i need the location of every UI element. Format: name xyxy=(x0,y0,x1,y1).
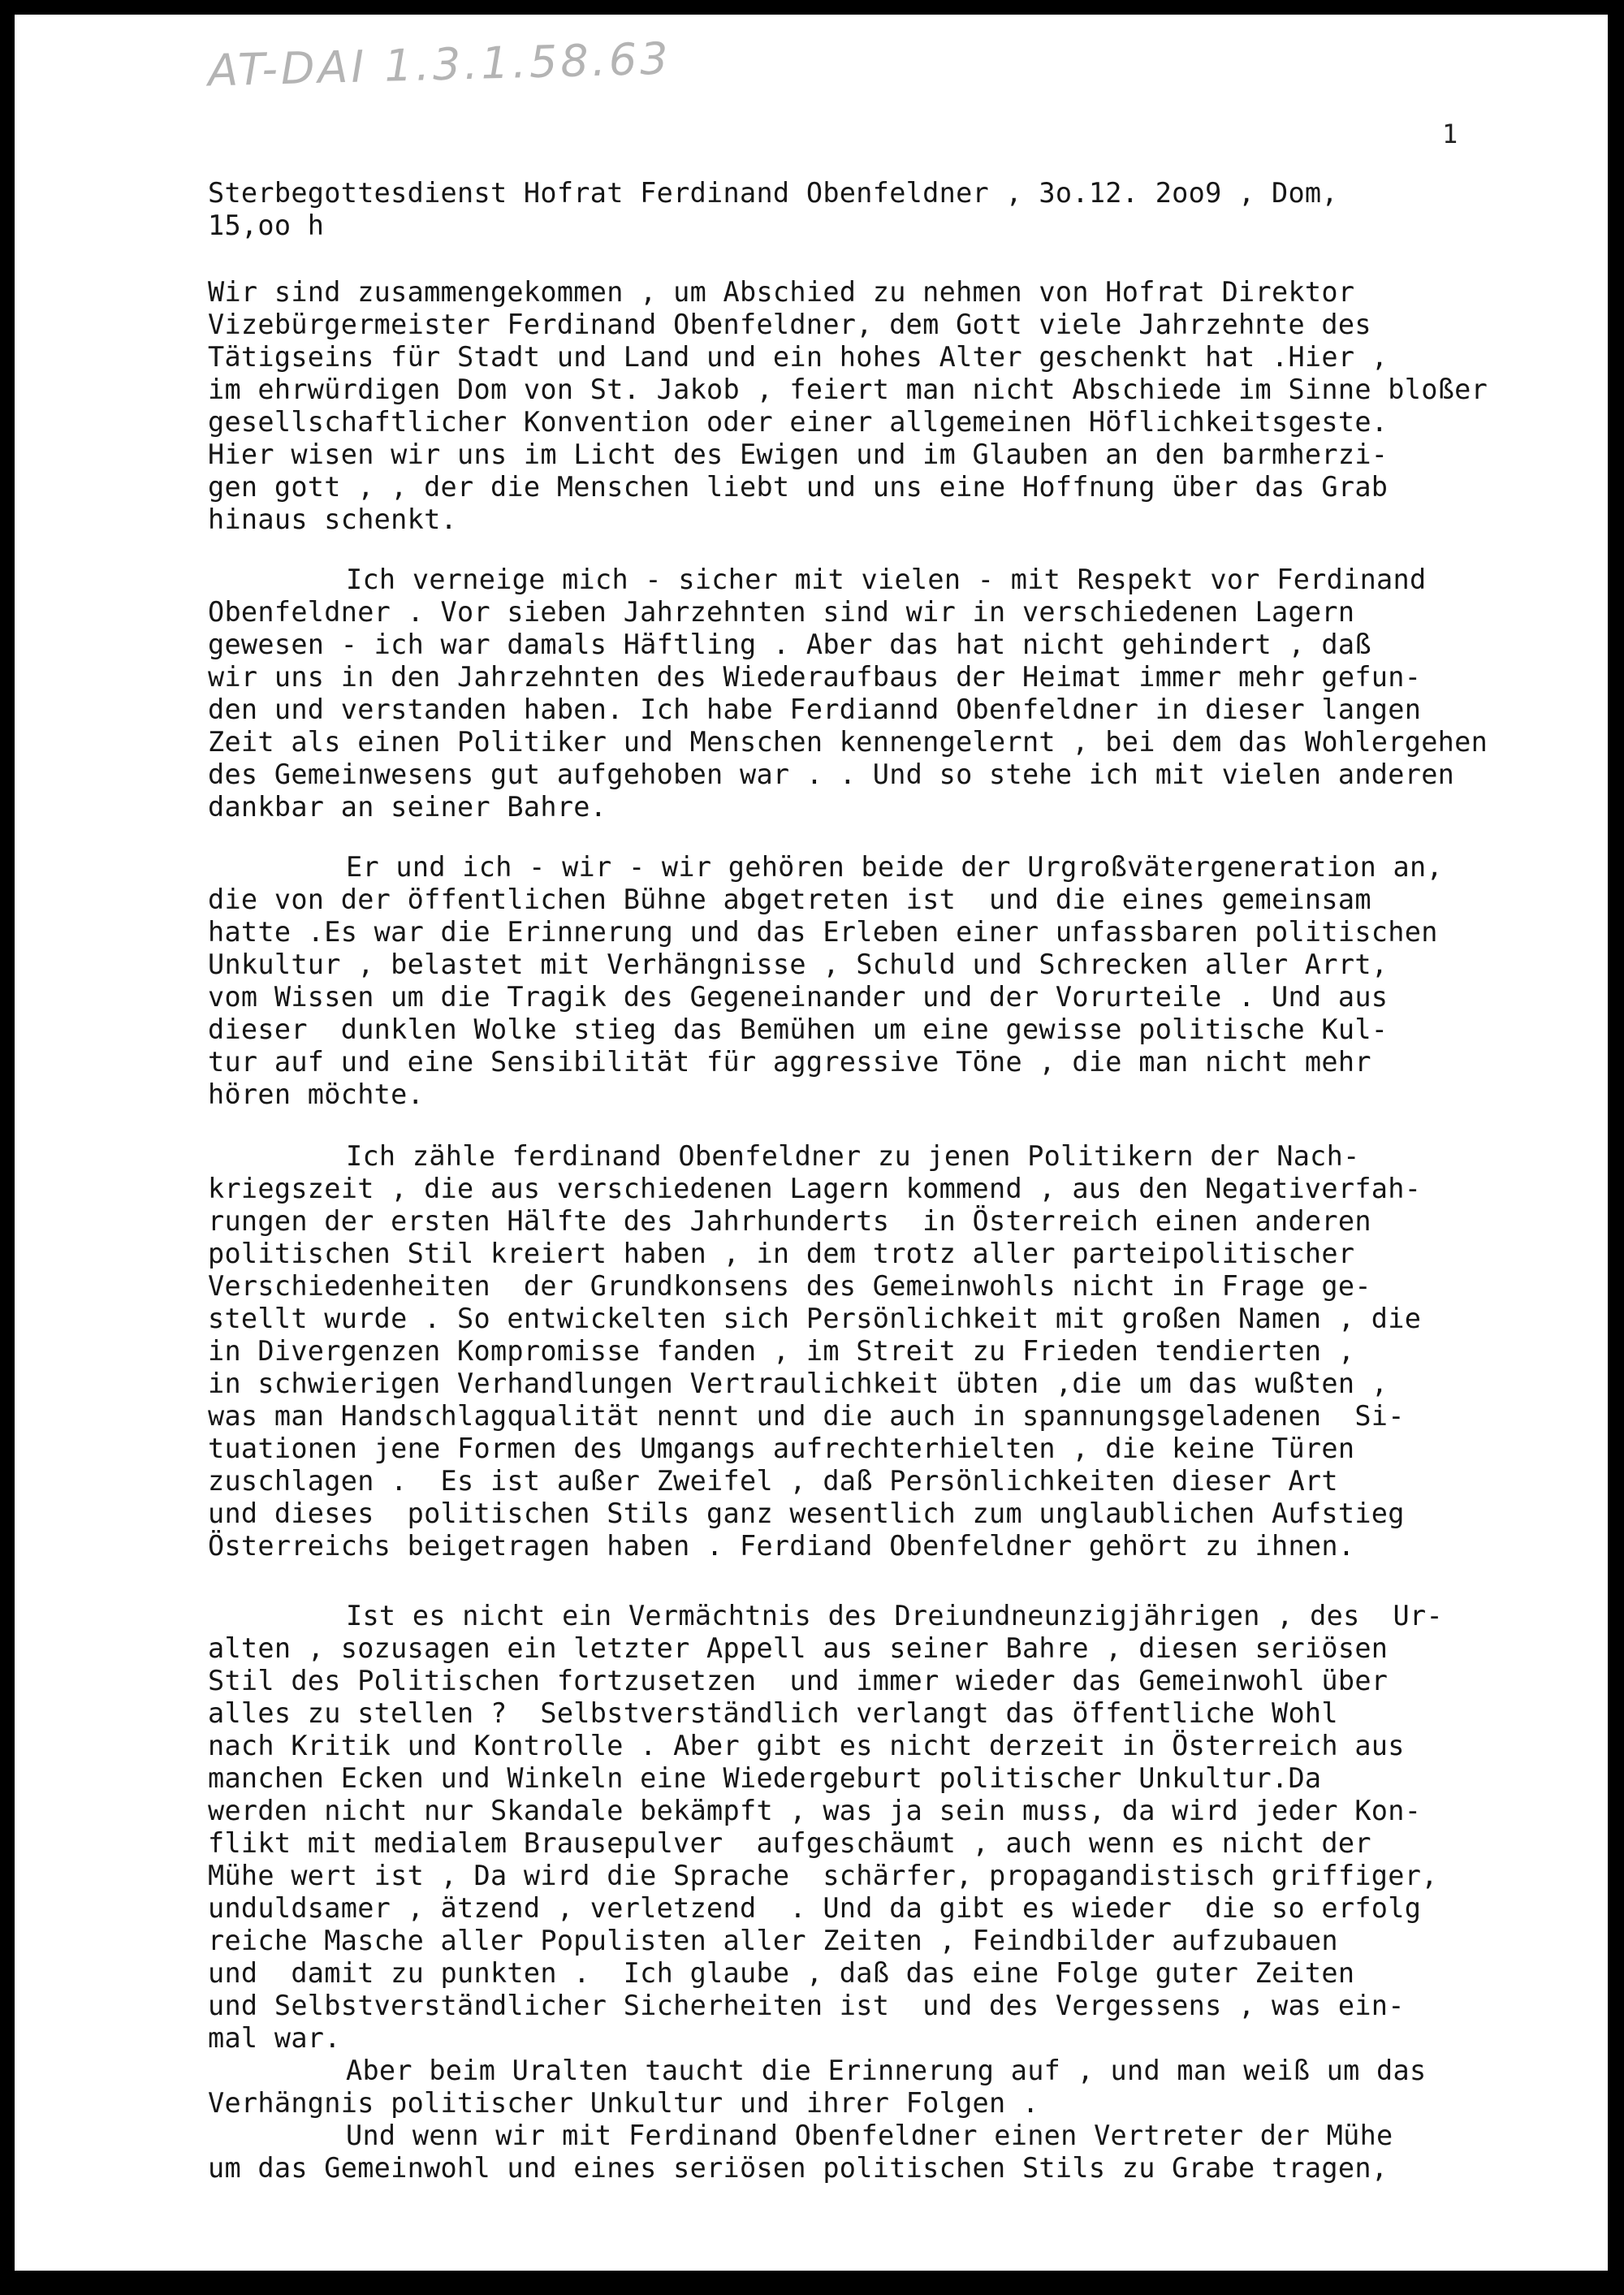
text-line: Ich zähle ferdinand Obenfeldner zu jenen Politikern der Nach- xyxy=(346,1140,1360,1172)
paragraph-generation xyxy=(208,851,1572,1111)
text-line: alten , sozusagen ein letzter Appell aus seiner Bahre , diesen seriösen xyxy=(208,1632,1389,1664)
text-line: reiche Masche aller Populisten aller Zeiten , Feindbilder aufzubauen xyxy=(208,1925,1338,1956)
text-line: zuschlagen . Es ist außer Zweifel , daß Persönlichkeiten dieser Art xyxy=(208,1465,1338,1497)
text-line: Ist es nicht ein Vermächtnis des Dreiundneunzigjährigen , des Ur- xyxy=(346,1600,1443,1632)
text-line: gen gott , , der die Menschen liebt und uns eine Hoffnung über das Grab xyxy=(208,471,1389,503)
text-line: gewesen - ich war damals Häftling . Aber das hat nicht gehindert , daß xyxy=(208,629,1371,660)
text-line: vom Wissen um die Tragik des Gegeneinander und der Vorurteile . Und aus xyxy=(208,981,1389,1013)
paragraph-respect xyxy=(208,564,1572,823)
paragraph-legacy xyxy=(208,1600,1572,2185)
text-line: Obenfeldner . Vor sieben Jahrzehnten sind wir in verschiedenen Lagern xyxy=(208,596,1355,628)
text-line: in Divergenzen Kompromisse fanden , im Streit zu Frieden tendierten , xyxy=(208,1335,1355,1367)
text-line: politischen Stil kreiert haben , in dem trotz aller parteipolitischer xyxy=(208,1238,1355,1269)
text-line: und Selbstverständlicher Sicherheiten ist und des Vergessens , was ein- xyxy=(208,1990,1405,2021)
text-line: mal war. xyxy=(208,2022,341,2054)
archive-reference-stamp: AT-DAI 1.3.1.58.63 xyxy=(207,32,672,97)
text-line: des Gemeinwesens gut aufgehoben war . . Und so stehe ich mit vielen anderen xyxy=(208,759,1455,790)
text-line: was man Handschlagqualität nennt und die auch in spannungsgeladenen Si- xyxy=(208,1400,1405,1432)
text-line: alles zu stellen ? Selbstverständlich verlangt das öffentliche Wohl xyxy=(208,1697,1338,1729)
text-line: Stil des Politischen fortzusetzen und immer wieder das Gemeinwohl über xyxy=(208,1665,1389,1696)
text-line: dankbar an seiner Bahre. xyxy=(208,791,607,823)
text-line: in schwierigen Verhandlungen Vertraulichkeit übten ,die um das wußten , xyxy=(208,1368,1389,1399)
text-line: den und verstanden haben. Ich habe Ferdiannd Obenfeldner in dieser langen xyxy=(208,694,1422,725)
text-line: hatte .Es war die Erinnerung und das Erleben einer unfassbaren politischen xyxy=(208,916,1438,948)
text-line: um das Gemeinwohl und eines seriösen politischen Stils zu Grabe tragen, xyxy=(208,2152,1389,2184)
text-line: tuationen jene Formen des Umgangs aufrechterhielten , die keine Türen xyxy=(208,1433,1355,1464)
document-page xyxy=(15,15,1608,2271)
text-line: unduldsamer , ätzend , verletzend . Und da gibt es wieder die so erfolg xyxy=(208,1892,1422,1924)
text-line: tur auf und eine Sensibilität für aggressive Töne , die man nicht mehr xyxy=(208,1046,1371,1078)
text-line: Vizebürgermeister Ferdinand Obenfeldner, dem Gott viele Jahrzehnte des xyxy=(208,309,1371,340)
text-line: Tätigseins für Stadt und Land und ein hohes Alter geschenkt hat .Hier , xyxy=(208,341,1389,373)
text-line: Mühe wert ist , Da wird die Sprache schärfer, propagandistisch griffiger, xyxy=(208,1860,1438,1891)
text-line: Verhängnis politischer Unkultur und ihrer Folgen . xyxy=(208,2087,1039,2119)
text-line: Hier wisen wir uns im Licht des Ewigen und im Glauben an den barmherzi- xyxy=(208,439,1389,470)
text-line: Und wenn wir mit Ferdinand Obenfeldner einen Vertreter der Mühe xyxy=(346,2120,1393,2151)
text-line: gesellschaftlicher Konvention oder einer allgemeinen Höflichkeitsgeste. xyxy=(208,406,1389,438)
text-line: hören möchte. xyxy=(208,1078,425,1110)
text-line: flikt mit medialem Brausepulver aufgeschäumt , auch wenn es nicht der xyxy=(208,1827,1371,1859)
text-line: Zeit als einen Politiker und Menschen kennengelernt , bei dem das Wohlergehen xyxy=(208,726,1488,758)
text-line: Verschiedenheiten der Grundkonsens des Gemeinwohls nicht in Frage ge- xyxy=(208,1270,1371,1302)
text-line: stellt wurde . So entwickelten sich Persönlichkeit mit großen Namen , die xyxy=(208,1303,1422,1334)
text-line: Er und ich - wir - wir gehören beide der Urgroßvätergeneration an, xyxy=(346,851,1443,883)
text-line: die von der öffentlichen Bühne abgetreten ist und die eines gemeinsam xyxy=(208,884,1371,915)
text-line: im ehrwürdigen Dom von St. Jakob , feiert man nicht Abschiede im Sinne bloßer xyxy=(208,374,1488,405)
text-line: Ich verneige mich - sicher mit vielen - mit Respekt vor Ferdinand xyxy=(346,564,1427,595)
text-line: Österreichs beigetragen haben . Ferdiand Obenfeldner gehört zu ihnen. xyxy=(208,1530,1355,1562)
text-line: manchen Ecken und Winkeln eine Wiedergeburt politischer Unkultur.Da xyxy=(208,1762,1322,1794)
text-line: Aber beim Uralten taucht die Erinnerung auf , und man weiß um das xyxy=(346,2055,1427,2086)
heading-line: Sterbegottesdienst Hofrat Ferdinand Obenfeldner , 3o.12. 2oo9 , Dom, xyxy=(208,177,1338,209)
text-line: und dieses politischen Stils ganz wesentlich zum unglaublichen Aufstieg xyxy=(208,1498,1405,1529)
text-line: rungen der ersten Hälfte des Jahrhunderts in Österreich einen anderen xyxy=(208,1205,1371,1237)
paragraph-political-style xyxy=(208,1140,1572,1562)
page-number: 1 xyxy=(1442,119,1458,149)
text-line: und damit zu punkten . Ich glaube , daß das eine Folge guter Zeiten xyxy=(208,1957,1355,1989)
text-line: wir uns in den Jahrzehnten des Wiederaufbaus der Heimat immer mehr gefun- xyxy=(208,661,1422,693)
text-line: kriegszeit , die aus verschiedenen Lagern kommend , aus den Negativerfah- xyxy=(208,1173,1422,1204)
heading-line: 15,oo h xyxy=(208,210,325,241)
text-line: dieser dunklen Wolke stieg das Bemühen um eine gewisse politische Kul- xyxy=(208,1014,1389,1045)
text-line: nach Kritik und Kontrolle . Aber gibt es nicht derzeit in Österreich aus xyxy=(208,1730,1405,1761)
text-line: Wir sind zusammengekommen , um Abschied zu nehmen von Hofrat Direktor xyxy=(208,276,1355,308)
paragraph-opening xyxy=(208,276,1572,536)
document-heading xyxy=(208,177,1572,242)
text-line: werden nicht nur Skandale bekämpft , was ja sein muss, da wird jeder Kon- xyxy=(208,1795,1422,1826)
text-line: hinaus schenkt. xyxy=(208,504,458,535)
text-line: Unkultur , belastet mit Verhängnisse , Schuld und Schrecken aller Arrt, xyxy=(208,949,1389,980)
